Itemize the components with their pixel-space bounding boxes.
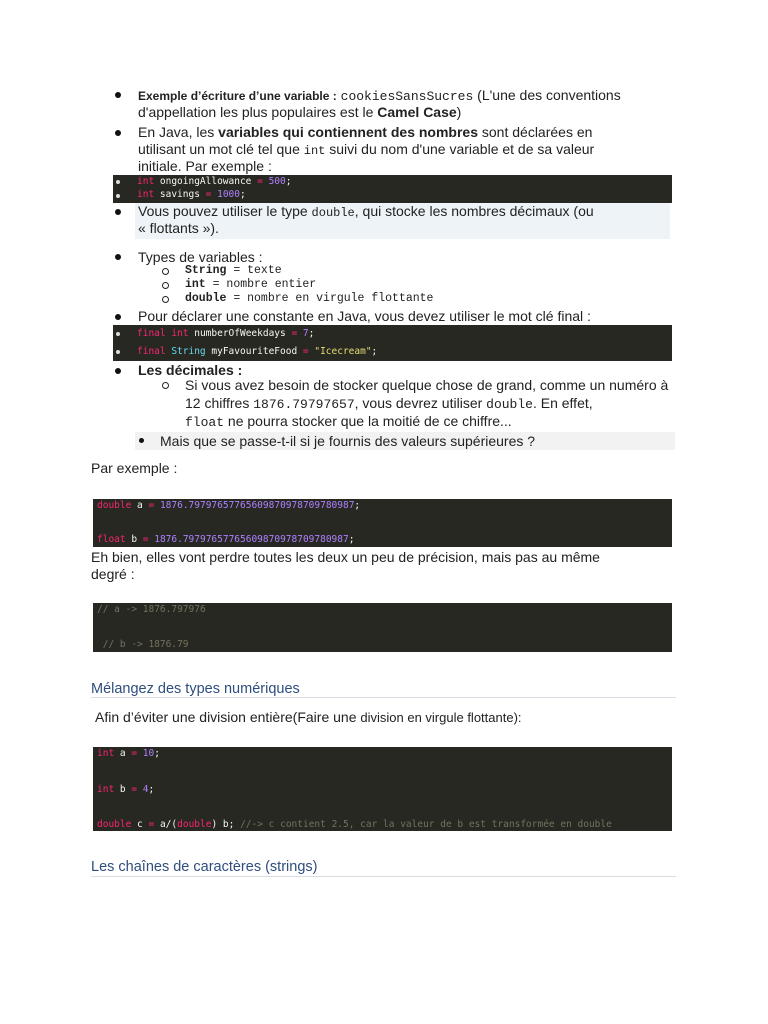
sub-item: Si vous avez besoin de stocker quelque chose de grand, comme un numéro à [185, 377, 669, 393]
sub-item-cont: float ne pourra stocker que la moitié de ce chiffre... [185, 413, 512, 430]
paragraph: Eh bien, elles vont perdre toutes les deux un peu de précision, mais pas au même [91, 549, 600, 565]
divider [91, 697, 676, 698]
sub-item: String = texte [185, 264, 282, 277]
code-block: int a = 10; int b = 4; double c = a/(double) b; //-> c contient 2.5, car la valeur de b est transformée en double [93, 747, 672, 831]
inline-code: cookiesSansSucres [340, 89, 474, 104]
paragraph-cont: degré : [91, 566, 135, 582]
bullet [115, 314, 121, 320]
list-item-cont: initiale. Par exemple : [138, 158, 272, 174]
code-block: int ongoingAllowance = 500; int savings = 1000; [113, 175, 672, 203]
list-item: En Java, les variables qui contiennent des nombres sont déclarées en [138, 124, 593, 140]
bullet [115, 209, 121, 215]
bullet [115, 130, 121, 136]
divider [91, 876, 676, 877]
code-block: // a -> 1876.797976 // b -> 1876.79 [93, 603, 672, 652]
sub-item: int = nombre entier [185, 278, 317, 291]
bullet [115, 92, 121, 98]
paragraph: Afin d’éviter une division entière(Faire une division en virgule flottante): [95, 709, 522, 725]
list-item: Pour déclarer une constante en Java, vous devez utiliser le mot clé final : [138, 308, 591, 324]
sub-item: double = nombre en virgule flottante [185, 292, 434, 305]
list-item: Vous pouvez utiliser le type double, qui stocke les nombres décimaux (ou [138, 203, 594, 220]
list-item: Les décimales : [138, 362, 243, 378]
code-block: double a = 1876.79797657765609870978709780987; float b = 1876.79797657765609870978709780987; [93, 499, 672, 547]
list-item-cont: d'appellation les plus populaires est le Camel Case) [138, 104, 462, 120]
bullet [115, 368, 121, 374]
paragraph: Par exemple : [91, 460, 178, 476]
sub-bullet [162, 296, 169, 303]
list-item-cont: utilisant un mot clé tel que int suivi du nom d'une variable et de sa valeur [138, 141, 595, 158]
list-item: Exemple d’écriture d’une variable : cookiesSansSucres (L'une des conventions [138, 87, 621, 104]
list-item: Mais que se passe-t-il si je fournis des valeurs supérieures ? [160, 433, 536, 449]
list-item-cont: « flottants »). [138, 220, 219, 236]
sub-bullet [162, 282, 169, 289]
section-heading: Mélangez des types numériques [91, 681, 300, 697]
sub-item-cont: 12 chiffres 1876.79797657, vous devrez utiliser double. En effet, [185, 395, 593, 412]
lead-text: Exemple d’écriture d’une variable : [138, 89, 337, 103]
sub-bullet [162, 382, 169, 389]
list-item: Types de variables : [138, 249, 263, 265]
bullet [115, 254, 121, 260]
sub-bullet [162, 268, 169, 275]
section-heading: Les chaînes de caractères (strings) [91, 859, 318, 875]
bullet [116, 194, 120, 198]
bullet [116, 180, 120, 184]
bullet [116, 332, 120, 336]
bullet [116, 350, 120, 354]
code-block: final int numberOfWeekdays = 7; final String myFavouriteFood = "Icecream"; [113, 325, 672, 361]
bullet [139, 438, 144, 443]
